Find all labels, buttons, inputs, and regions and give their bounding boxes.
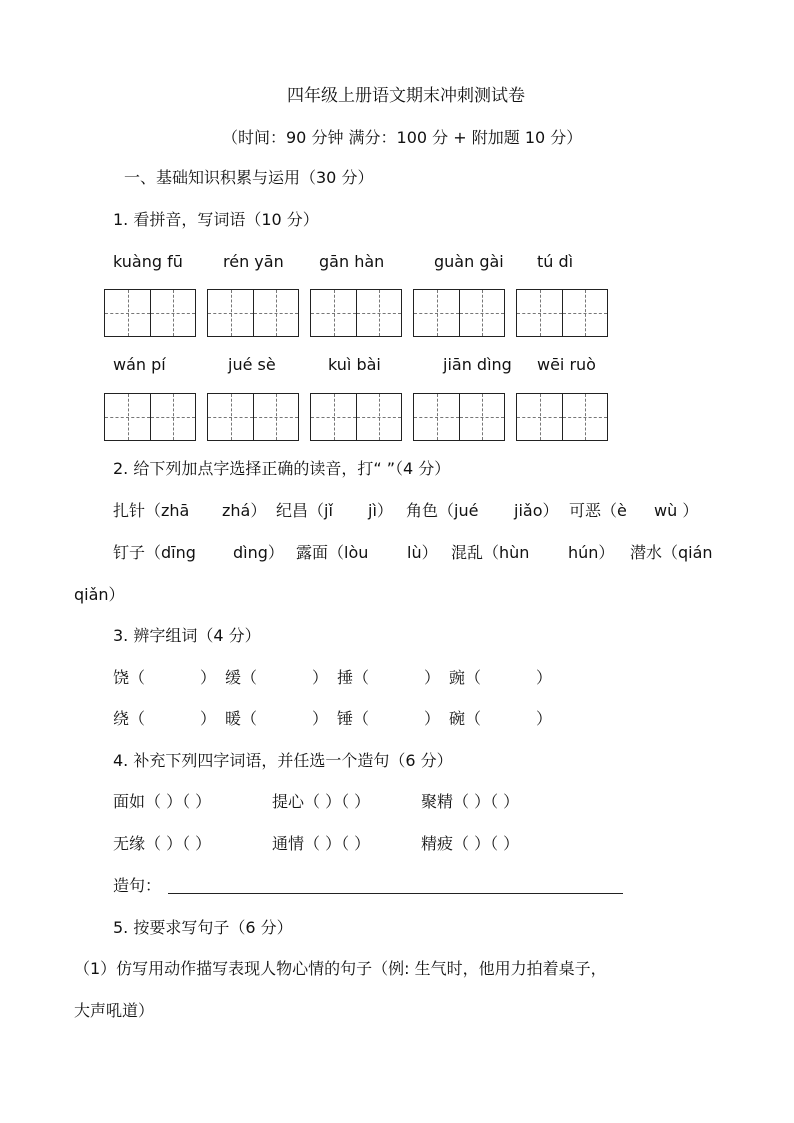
reading-option: qiǎn） [74,585,125,604]
section-heading: 一、基础知识积累与运用（30 分） [124,168,374,187]
writing-grid[interactable] [104,289,196,337]
writing-grid[interactable] [413,393,505,441]
reading-option: 角色（jué [406,501,479,520]
writing-grid[interactable] [207,393,299,441]
char-blank-close: ） [536,668,553,687]
reading-option: dìng） [233,543,284,562]
char-blank-open: 暖（ [225,709,258,728]
writing-grid[interactable] [516,393,608,441]
writing-grid[interactable] [104,393,196,441]
writing-grid[interactable] [310,289,402,337]
exam-info: （时间：90 分钟 满分：100 分 + 附加题 10 分） [222,128,583,147]
reading-option: 可恶（è [569,501,627,520]
char-blank-open: 碗（ [449,709,482,728]
reading-option: jiǎo） [514,501,559,520]
pinyin-label: wēi ruò [537,355,596,374]
pinyin-label: wán pí [113,355,166,374]
page-title: 四年级上册语文期末冲刺测试卷 [287,86,525,106]
writing-grid[interactable] [207,289,299,337]
char-blank-open: 捶（ [337,668,370,687]
pinyin-label: tú dì [537,252,574,271]
char-blank-close: ） [200,709,217,728]
reading-option: lù） [407,543,438,562]
sentence-answer-line[interactable] [168,893,623,894]
char-blank-close: ） [536,709,553,728]
question-2-heading: 2. 给下列加点字选择正确的读音，打“ ”（4 分） [113,459,451,478]
reading-option: wù ） [654,501,699,520]
reading-option: 纪昌（jǐ [276,501,333,520]
reading-option: 潜水（qián [630,543,713,562]
question-5-item: 大声吼道） [74,1001,155,1020]
char-blank-close: ） [424,668,441,687]
reading-option: hún） [568,543,615,562]
reading-option: 扎针（zhā [113,501,190,520]
char-blank-close: ） [200,668,217,687]
reading-option: zhá） [222,501,267,520]
char-blank-open: 豌（ [449,668,482,687]
writing-grid[interactable] [516,289,608,337]
char-blank-close: ） [312,709,329,728]
pinyin-label: jué sè [228,355,276,374]
char-blank-open: 绕（ [113,709,146,728]
pinyin-label: kuì bài [328,355,381,374]
writing-grid[interactable] [310,393,402,441]
reading-option: jì） [368,501,393,520]
writing-grid[interactable] [413,289,505,337]
question-4-heading: 4. 补充下列四字词语，并任选一个造句（6 分） [113,751,453,770]
question-5-item: （1）仿写用动作描写表现人物心情的句子（例: 生气时，他用力拍着桌子， [74,959,607,978]
pinyin-label: gān hàn [319,252,385,271]
question-3-heading: 3. 辨字组词（4 分） [113,626,261,645]
question-1-heading: 1. 看拼音，写词语（10 分） [113,210,319,229]
pinyin-label: kuàng fū [113,252,183,271]
reading-option: 钉子（dīng [113,543,196,562]
sentence-label: 造句： [113,876,162,895]
idiom-blank: 无缘（ ）（ ） [113,834,212,853]
pinyin-label: rén yān [223,252,284,271]
pinyin-label: guàn gài [434,252,504,271]
idiom-blank: 精疲（ ）（ ） [421,834,520,853]
question-5-heading: 5. 按要求写句子（6 分） [113,918,293,937]
idiom-blank: 面如（ ）（ ） [113,792,212,811]
idiom-blank: 聚精（ ）（ ） [421,792,520,811]
reading-option: 露面（lòu [296,543,369,562]
char-blank-close: ） [424,709,441,728]
char-blank-open: 锤（ [337,709,370,728]
pinyin-label: jiān dìng [443,355,512,374]
idiom-blank: 通情（ ）（ ） [272,834,371,853]
char-blank-close: ） [312,668,329,687]
idiom-blank: 提心（ ）（ ） [272,792,371,811]
char-blank-open: 饶（ [113,668,146,687]
reading-option: 混乱（hùn [451,543,530,562]
char-blank-open: 缓（ [225,668,258,687]
